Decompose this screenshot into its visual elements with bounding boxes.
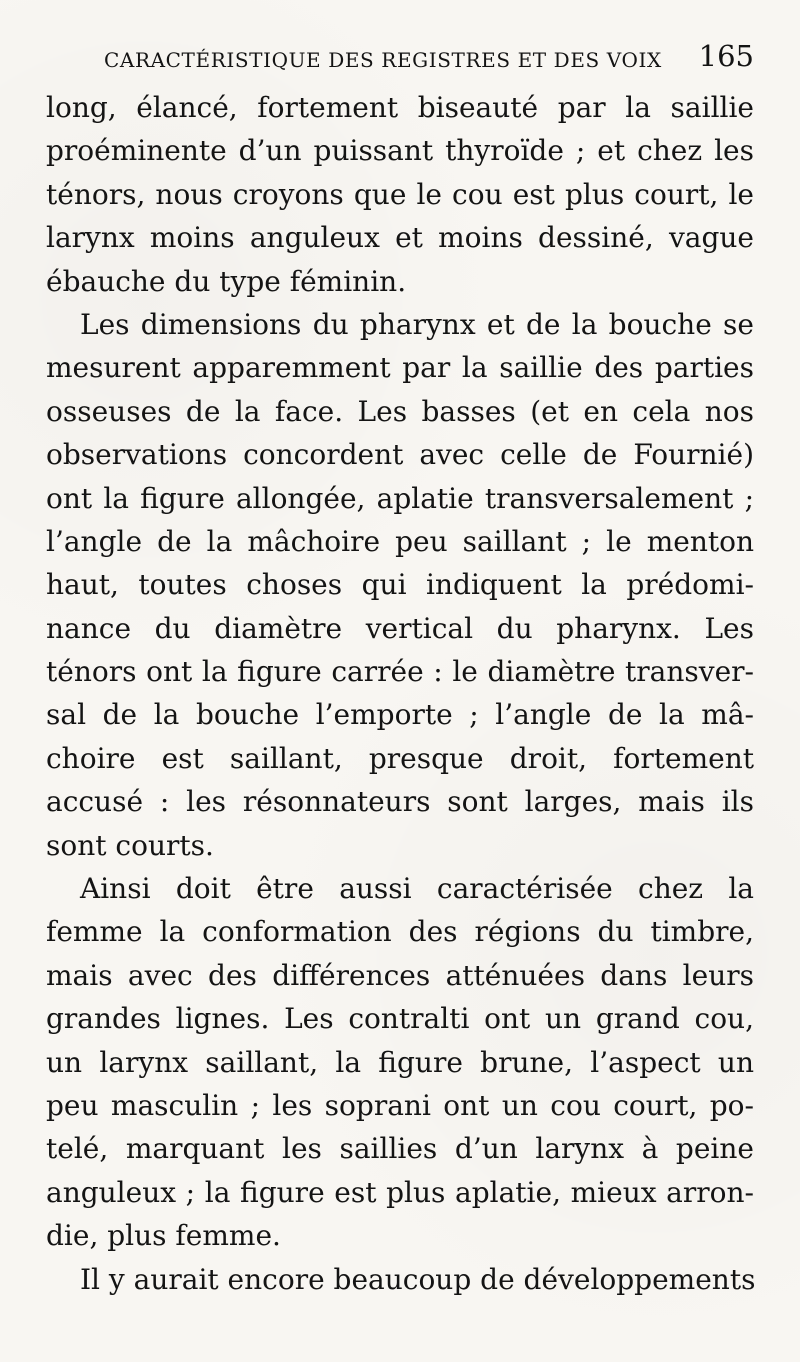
page-number: 165 [698,39,754,73]
text-line-11: l’angle de la mâchoire peu saillant ; le menton [46,524,754,558]
text-line-18: sont courts. [46,828,214,862]
text-line-24: peu masculin ; les soprani ont un cou court, po- [46,1088,754,1122]
text-line-26: anguleux ; la figure est plus aplatie, mieux arron- [46,1175,754,1209]
text-line-20: femme la conformation des régions du timbre, [46,915,754,949]
text-line-9: observations concordent avec celle de Fournié) [46,438,754,472]
text-line-6: Les dimensions du pharynx et de la bouche se [80,307,754,341]
text-line-25: telé, marquant les saillies d’un larynx à peine [46,1132,754,1166]
text-line-1: long, élancé, fortement biseauté par la saillie [46,91,754,124]
text-line-22: grandes lignes. Les contralti ont un grand cou, [46,1002,754,1036]
running-title: CARACTÉRISTIQUE DES REGISTRES ET DES VOIX [104,48,662,72]
text-line-7: mesurent apparemment par la saillie des parties [46,351,754,385]
text-line-4: larynx moins anguleux et moins dessiné, vague [46,221,754,255]
text-line-16: choire est saillant, presque droit, fortement [46,741,754,775]
text-line-14: ténors ont la figure carrée : le diamètre transver- [46,655,754,689]
text-line-19: Ainsi doit être aussi caractérisée chez la [80,872,754,906]
text-line-27: die, plus femme. [46,1219,281,1253]
page-text [46,86,754,1301]
text-line-12: haut, toutes choses qui indiquent la prédomi- [46,568,754,602]
text-line-23: un larynx saillant, la figure brune, l’aspect un [46,1045,754,1079]
text-line-3: ténors, nous croyons que le cou est plus court, le [46,177,754,211]
text-line-10: ont la figure allongée, aplatie transversalement ; [46,481,754,515]
text-line-8: osseuses de la face. Les basses (et en cela nos [46,394,754,428]
text-line-13: nance du diamètre vertical du pharynx. Les [46,611,754,645]
running-header [104,39,754,76]
text-line-17: accusé : les résonnateurs sont larges, mais ils [46,785,754,819]
text-line-15: sal de la bouche l’emporte ; l’angle de la mâ- [46,698,754,732]
text-line-21: mais avec des différences atténuées dans leurs [46,958,754,992]
text-line-5: ébauche du type féminin. [46,264,407,298]
text-line-28: Il y aurait encore beaucoup de développements [80,1262,756,1296]
text-line-2: proéminente d’un puissant thyroïde ; et chez les [46,134,754,168]
